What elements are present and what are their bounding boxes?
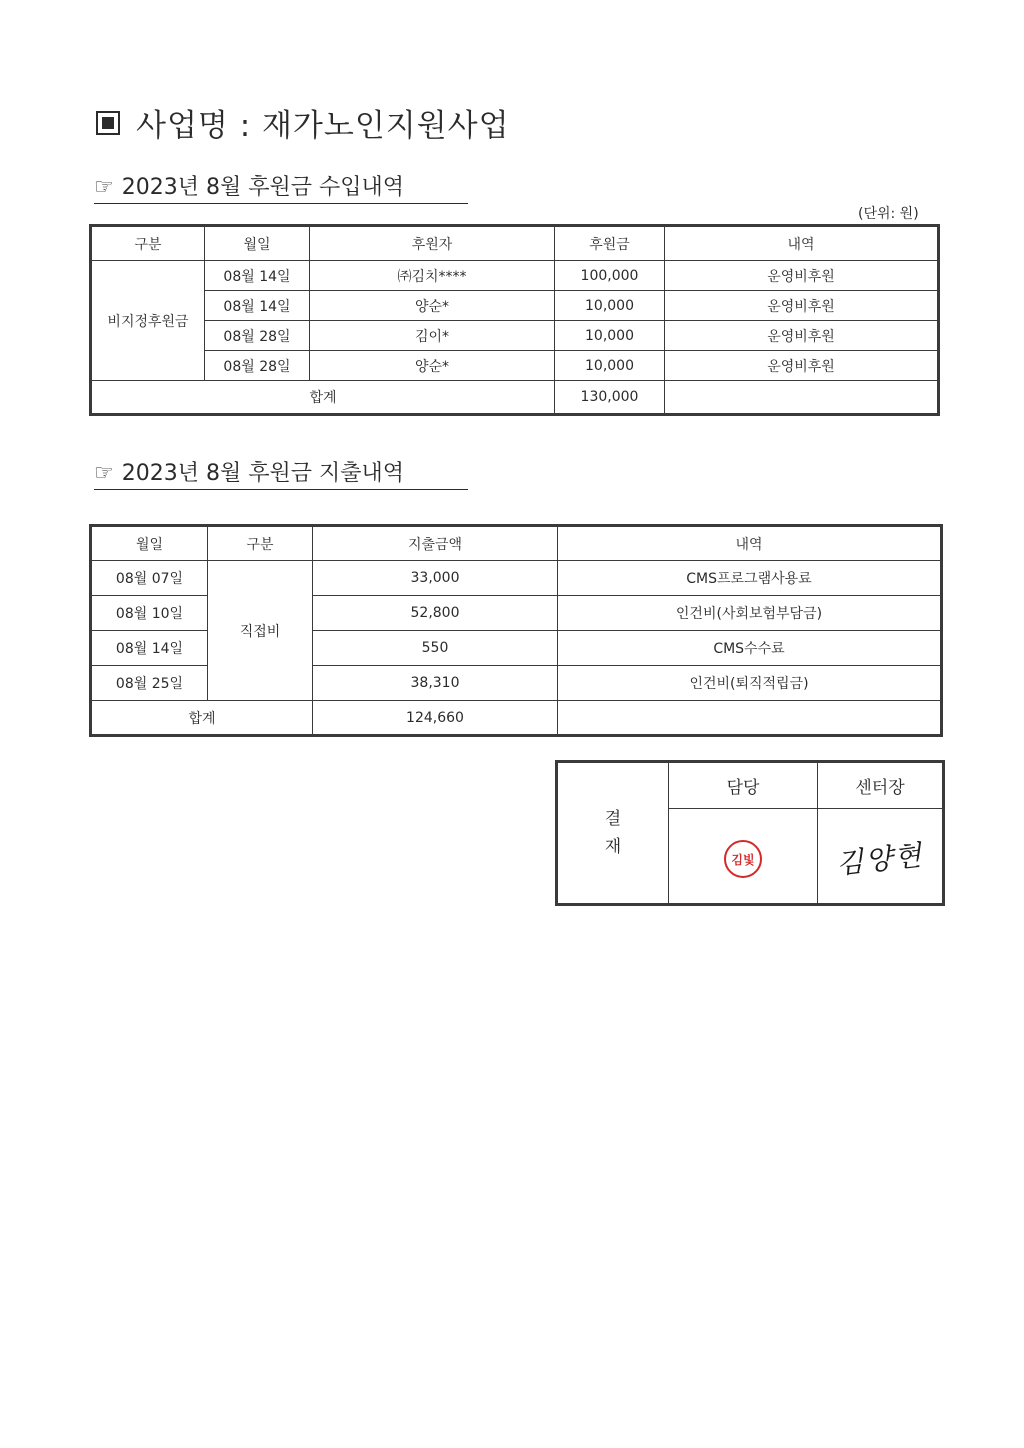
income-header-row — [91, 226, 939, 261]
amount-cell: 10,000 — [555, 291, 665, 321]
column-header: 지출금액 — [313, 526, 558, 561]
amount-cell: 38,310 — [313, 666, 558, 701]
amount-cell: 10,000 — [555, 321, 665, 351]
column-header: 월일 — [205, 226, 310, 261]
amount-cell: 10,000 — [555, 351, 665, 381]
detail-cell: 운영비후원 — [665, 291, 939, 321]
column-header: 후원자 — [310, 226, 555, 261]
approval-header-row — [557, 762, 944, 809]
column-header: 후원금 — [555, 226, 665, 261]
amount-cell: 100,000 — [555, 261, 665, 291]
pointing-hand-icon: ☞ — [94, 175, 114, 200]
square-bullet-icon — [96, 111, 120, 135]
detail-cell: 인건비(사회보험부담금) — [558, 596, 942, 631]
income-section-title — [94, 170, 468, 204]
table-row — [91, 291, 939, 321]
date-cell: 08월 07일 — [91, 561, 208, 596]
approval-label-line1: 결 — [604, 809, 622, 829]
approval-col-director: 센터장 — [818, 762, 944, 809]
column-header: 내역 — [665, 226, 939, 261]
table-row — [91, 321, 939, 351]
page-title — [96, 100, 510, 145]
detail-cell: CMS프로그램사용료 — [558, 561, 942, 596]
table-row — [91, 261, 939, 291]
donor-cell: 양순* — [310, 291, 555, 321]
amount-cell: 33,000 — [313, 561, 558, 596]
detail-cell: 운영비후원 — [665, 351, 939, 381]
date-cell: 08월 10일 — [91, 596, 208, 631]
donor-cell: 양순* — [310, 351, 555, 381]
unit-label: (단위: 원) — [858, 206, 919, 222]
total-detail-empty — [665, 381, 939, 415]
pointing-hand-icon: ☞ — [94, 461, 114, 486]
page-title-text: 사업명 : 재가노인지원사업 — [136, 108, 510, 144]
approval-label-line2: 재 — [604, 837, 622, 857]
total-detail-empty — [558, 701, 942, 736]
date-cell: 08월 25일 — [91, 666, 208, 701]
staff-sign-cell — [669, 809, 818, 905]
approval-table — [555, 760, 945, 906]
total-label: 합계 — [91, 381, 555, 415]
date-cell: 08월 28일 — [205, 321, 310, 351]
amount-cell: 550 — [313, 631, 558, 666]
expense-section-title-text: 2023년 8월 후원금 지출내역 — [121, 461, 404, 486]
detail-cell: 운영비후원 — [665, 321, 939, 351]
date-cell: 08월 14일 — [205, 261, 310, 291]
column-header: 구분 — [208, 526, 313, 561]
detail-cell: CMS수수료 — [558, 631, 942, 666]
expense-section-title — [94, 456, 468, 490]
approval-col-staff: 담당 — [669, 762, 818, 809]
total-amount: 124,660 — [313, 701, 558, 736]
income-total-row — [91, 381, 939, 415]
detail-cell: 운영비후원 — [665, 261, 939, 291]
donor-cell: 김이* — [310, 321, 555, 351]
expense-total-row — [91, 701, 942, 736]
expense-table — [89, 524, 943, 737]
column-header: 구분 — [91, 226, 205, 261]
donor-cell: ㈜김치**** — [310, 261, 555, 291]
income-section-title-text: 2023년 8월 후원금 수입내역 — [121, 175, 404, 200]
category-cell: 비지정후원금 — [91, 261, 205, 381]
column-header: 월일 — [91, 526, 208, 561]
table-row — [91, 561, 942, 596]
category-cell: 직접비 — [208, 561, 313, 701]
date-cell: 08월 14일 — [91, 631, 208, 666]
detail-cell: 인건비(퇴직적립금) — [558, 666, 942, 701]
director-sign-cell — [818, 809, 944, 905]
expense-header-row — [91, 526, 942, 561]
column-header: 내역 — [558, 526, 942, 561]
income-table — [89, 224, 940, 416]
approval-label — [557, 762, 669, 905]
handwritten-signature: 김양현 — [835, 838, 926, 881]
date-cell: 08월 14일 — [205, 291, 310, 321]
seal-stamp: 김빛 — [724, 840, 762, 878]
date-cell: 08월 28일 — [205, 351, 310, 381]
table-row — [91, 351, 939, 381]
total-label: 합계 — [91, 701, 313, 736]
total-amount: 130,000 — [555, 381, 665, 415]
amount-cell: 52,800 — [313, 596, 558, 631]
